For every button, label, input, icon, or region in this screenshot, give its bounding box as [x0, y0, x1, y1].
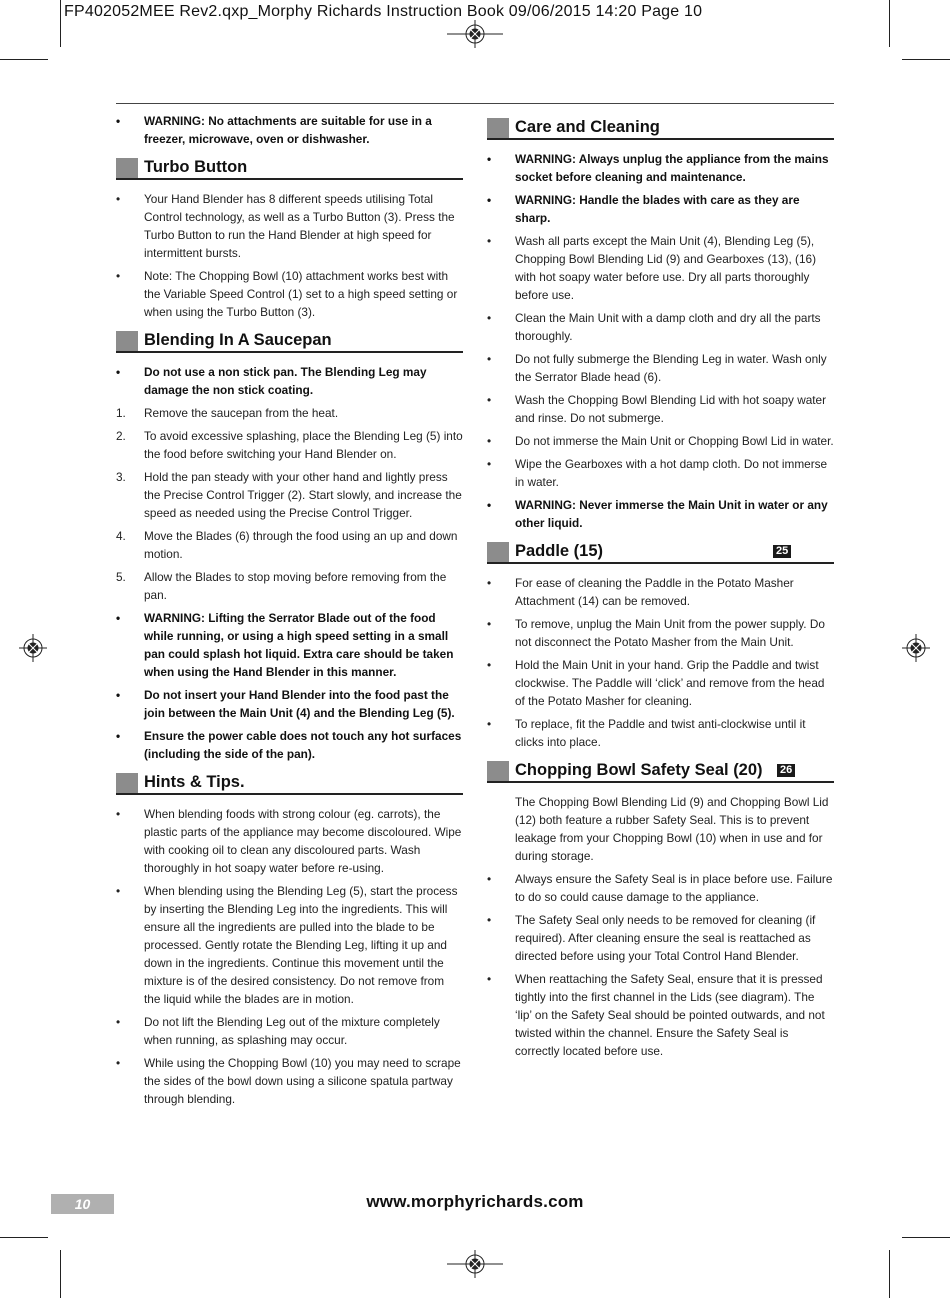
heading-square-icon: [116, 331, 138, 351]
crop-mark: [60, 0, 61, 47]
section-heading-care: [487, 116, 834, 140]
registration-mark-icon: [902, 634, 930, 662]
bullet-icon: •: [487, 576, 492, 590]
bullet-icon: •: [487, 193, 492, 207]
numbered-step: 5. Allow the Blades to stop moving before removing from the pan.: [116, 570, 447, 602]
bullet-icon: •: [487, 717, 492, 731]
list-item: • WARNING: Handle the blades with care as they are sharp.: [487, 193, 800, 225]
heading-square-icon: [487, 118, 509, 138]
numbered-step: 1. Remove the saucepan from the heat.: [116, 406, 339, 420]
section-heading-saucepan: [116, 329, 463, 353]
heading-square-icon: [116, 773, 138, 793]
bullet-icon: •: [487, 352, 492, 366]
bullet-icon: •: [487, 457, 492, 471]
bullet-icon: •: [487, 393, 492, 407]
bullet-icon: •: [116, 729, 121, 743]
list-item: • Do not use a non stick pan. The Blending Leg may damage the non stick coating.: [116, 365, 427, 397]
section-title: Paddle (15): [515, 542, 604, 560]
step-number: 3.: [116, 470, 126, 484]
bullet-icon: •: [116, 365, 121, 379]
bullet-icon: •: [116, 884, 121, 898]
list-item: • Note: The Chopping Bowl (10) attachment works best with the Variable Speed Control (1) set to a high speed setting or when using the Turbo Button (3).: [116, 269, 458, 319]
list-item: • To remove, unplug the Main Unit from the power supply. Do not disconnect the Potato Masher from the Main Unit.: [487, 617, 825, 649]
bullet-icon: •: [116, 1015, 121, 1029]
list-item: • The Safety Seal only needs to be removed for cleaning (if required). After cleaning ensure the seal is reattached as directed before using your Total Control Hand Blender.: [487, 913, 816, 963]
list-item: • For ease of cleaning the Paddle in the Potato Masher Attachment (14) can be removed.: [487, 576, 794, 608]
registration-mark-icon: [447, 1250, 503, 1278]
page-number: 10: [51, 1194, 114, 1214]
section-title: Turbo Button: [144, 158, 248, 176]
numbered-step: 2. To avoid excessive splashing, place the Blending Leg (5) into the food before switching your Hand Blender on.: [116, 429, 463, 461]
print-slug: FP402052MEE Rev2.qxp_Morphy Richards Instruction Book 09/06/2015 14:20 Page 10: [64, 3, 703, 20]
bullet-icon: •: [487, 234, 492, 248]
bullet-icon: •: [116, 269, 121, 283]
section-title: Chopping Bowl Safety Seal (20): [515, 761, 763, 779]
bullet-icon: •: [487, 434, 492, 448]
figure-reference-badge: 26: [777, 764, 795, 777]
list-item: • To replace, fit the Paddle and twist anti-clockwise until it clicks into place.: [487, 717, 806, 749]
step-number: 4.: [116, 529, 126, 543]
section-title: Hints & Tips.: [144, 773, 245, 791]
seal-intro-paragraph: The Chopping Bowl Blending Lid (9) and Chopping Bowl Lid (12) both feature a rubber Safety Seal. This is to prevent leakage from your Chopping Bowl (10) when in use and for during storage.: [515, 795, 829, 863]
bullet-icon: •: [487, 311, 492, 325]
top-rule: [116, 103, 834, 104]
bullet-icon: •: [487, 658, 492, 672]
figure-reference-badge: 25: [773, 545, 791, 558]
crop-mark: [889, 1250, 890, 1298]
bullet-icon: •: [487, 498, 492, 512]
bullet-icon: •: [116, 114, 121, 128]
step-number: 1.: [116, 406, 126, 420]
section-title: Blending In A Saucepan: [144, 331, 332, 349]
list-item: • Do not fully submerge the Blending Leg in water. Wash only the Serrator Blade head (6).: [487, 352, 827, 384]
list-item: • Ensure the power cable does not touch any hot surfaces (including the side of the pan).: [116, 729, 462, 761]
bullet-icon: •: [487, 872, 492, 886]
list-item: • Hold the Main Unit in your hand. Grip the Paddle and twist clockwise. The Paddle will ‘click’ and remove from the head of the Potato Masher for cleaning.: [487, 658, 825, 708]
list-item: • WARNING: Lifting the Serrator Blade out of the food while running, or using a high speed setting in a small pan could splash hot liquid. Extra care should be taken when using the Hand Blender in this manner.: [116, 611, 454, 679]
bullet-icon: •: [487, 617, 492, 631]
heading-square-icon: [487, 542, 509, 562]
bullet-icon: •: [487, 972, 492, 986]
crop-mark: [60, 1250, 61, 1298]
list-item: • When blending using the Blending Leg (5), start the process by inserting the Blending Leg into the ingredients. This will ensure all the ingredients are pulled into the blade to be processed. Gently rotate the Blending Leg, lifting it up and down in the ingredients. Continue this movement until the mixture is of the desired consistency. Do not remove from the liquid while the blades are in motion.: [116, 884, 458, 1006]
list-item: • Wash all parts except the Main Unit (4), Blending Leg (5), Chopping Bowl Blending Lid (9) and Gearboxes (13), (16) with hot soapy water before use. Dry all parts thoroughly before use.: [487, 234, 816, 302]
list-item: • Your Hand Blender has 8 different speeds utilising Total Control technology, as well as a Turbo Button (3). Press the Turbo Button to run the Hand Blender at high speed for intermittent bursts.: [116, 192, 455, 260]
bullet-icon: •: [116, 688, 121, 702]
list-item: • Do not immerse the Main Unit or Chopping Bowl Lid in water.: [487, 434, 834, 448]
registration-mark-icon: [447, 20, 503, 48]
section-title: Care and Cleaning: [515, 118, 660, 136]
list-item: • Always ensure the Safety Seal is in place before use. Failure to do so could cause damage to the appliance.: [487, 872, 833, 904]
bullet-icon: •: [116, 192, 121, 206]
crop-mark: [889, 0, 890, 47]
numbered-step: 4. Move the Blades (6) through the food using an up and down motion.: [116, 529, 458, 561]
list-item: • While using the Chopping Bowl (10) you may need to scrape the sides of the bowl down using a silicone spatula partway through blending.: [116, 1056, 461, 1106]
section-heading-hints: [116, 771, 463, 795]
numbered-step: 3. Hold the pan steady with your other hand and lightly press the Precise Control Trigger (2). Start slowly, and increase the speed as needed using the Precise Control Trigger.: [116, 470, 462, 520]
heading-square-icon: [116, 158, 138, 178]
crop-mark: [902, 1237, 950, 1238]
step-number: 2.: [116, 429, 126, 443]
bullet-icon: •: [487, 913, 492, 927]
list-item: • Do not insert your Hand Blender into the food past the join between the Main Unit (4) and the Blending Leg (5).: [116, 688, 455, 720]
list-item: • When blending foods with strong colour (eg. carrots), the plastic parts of the appliance may become discoloured. Wipe with cooking oil to clean any discoloured parts. Wash thoroughly in hot soapy water before re-using.: [116, 807, 462, 875]
list-item: • Wash the Chopping Bowl Blending Lid with hot soapy water and rinse. Do not submerge.: [487, 393, 827, 425]
list-item: • Wipe the Gearboxes with a hot damp cloth. Do not immerse in water.: [487, 457, 828, 489]
crop-mark: [0, 1237, 48, 1238]
crop-mark: [0, 59, 48, 60]
bullet-icon: •: [116, 807, 121, 821]
bullet-icon: •: [487, 152, 492, 166]
left-column: [116, 112, 463, 1113]
section-heading-paddle: [487, 540, 834, 564]
bullet-icon: •: [116, 1056, 121, 1070]
right-column: [487, 114, 834, 1065]
bullet-icon: •: [116, 611, 121, 625]
step-number: 5.: [116, 570, 126, 584]
section-heading-turbo: [116, 156, 463, 180]
section-heading-seal: [487, 759, 834, 783]
footer-url: www.morphyrichards.com: [366, 1192, 584, 1211]
heading-square-icon: [487, 761, 509, 781]
list-item: • WARNING: Never immerse the Main Unit in water or any other liquid.: [487, 498, 828, 530]
warning-attachments: • WARNING: No attachments are suitable for use in a freezer, microwave, oven or dishwasher.: [116, 114, 432, 146]
registration-mark-icon: [19, 634, 47, 662]
list-item: • When reattaching the Safety Seal, ensure that it is pressed tightly into the first channel in the Lids (see diagram). The ‘lip’ on the Safety Seal should be pointed outwards, and not twisted within the channel. Ensure the Safety Seal is correctly located before use.: [487, 972, 825, 1058]
crop-mark: [902, 59, 950, 60]
list-item: • WARNING: Always unplug the appliance from the mains socket before cleaning and maintenance.: [487, 152, 829, 184]
list-item: • Clean the Main Unit with a damp cloth and dry all the parts thoroughly.: [487, 311, 821, 343]
list-item: • Do not lift the Blending Leg out of the mixture completely when running, as splashing may occur.: [116, 1015, 440, 1047]
